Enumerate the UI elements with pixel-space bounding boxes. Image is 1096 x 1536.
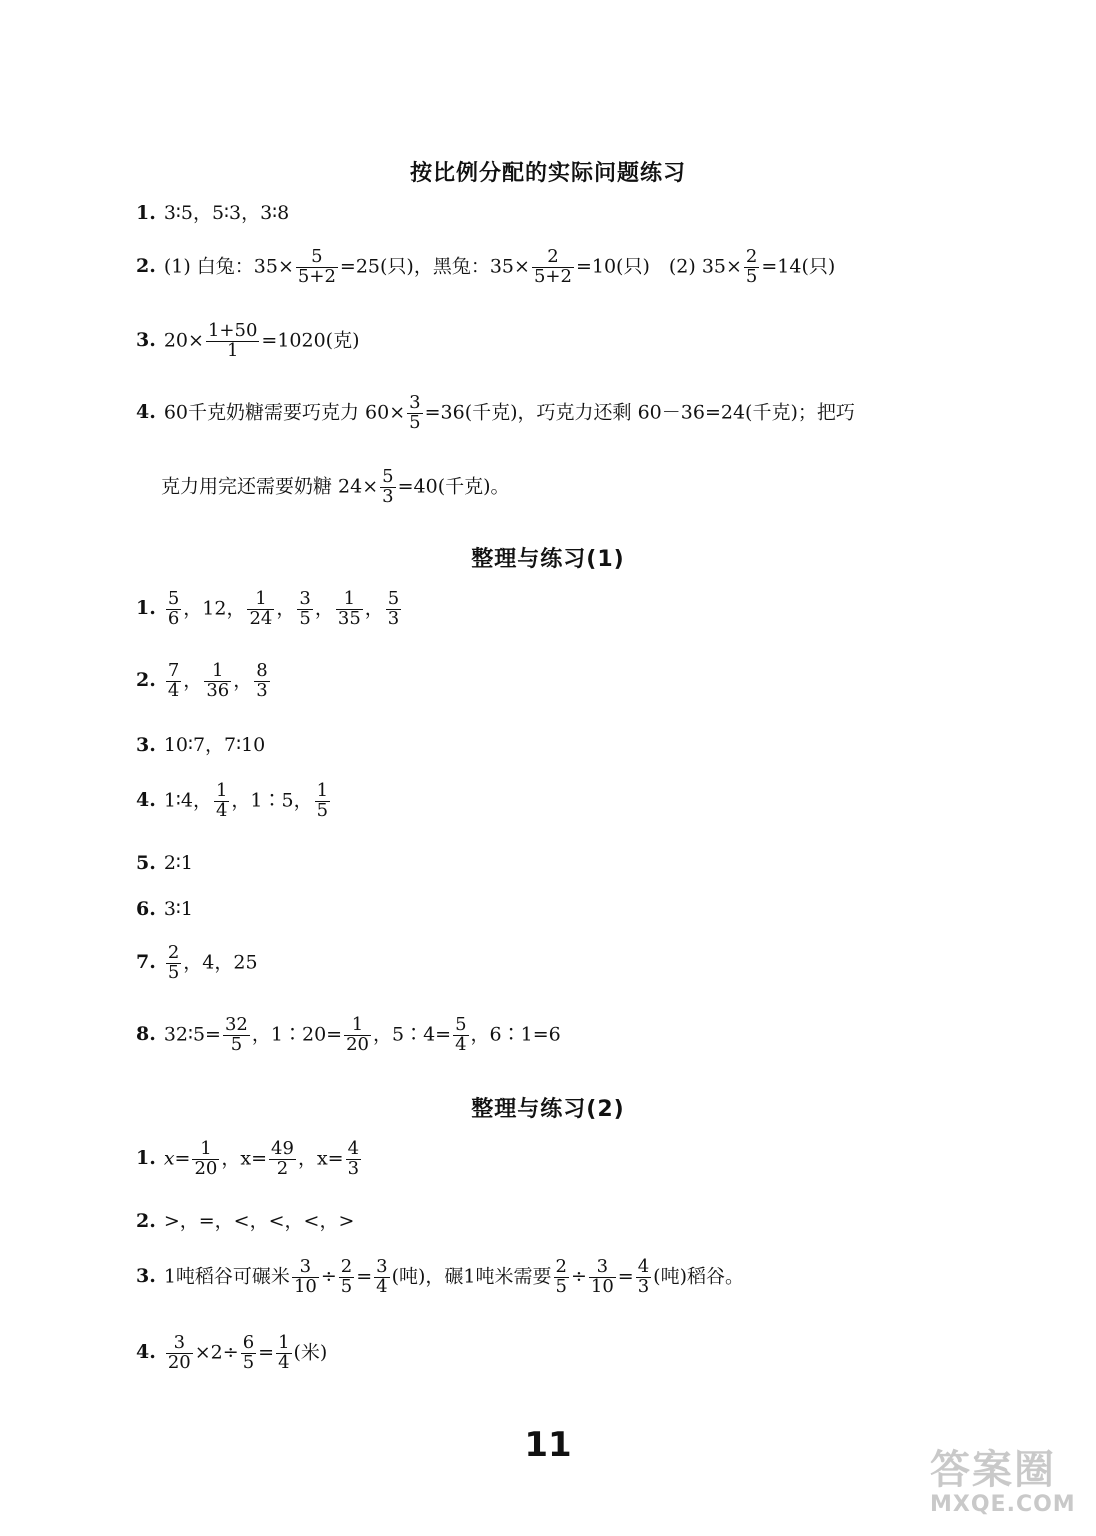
denominator: 4 xyxy=(215,799,228,821)
answer-text: ， xyxy=(314,597,334,620)
denominator: 4 xyxy=(167,679,180,701)
fraction xyxy=(374,1258,389,1297)
fraction xyxy=(241,1334,256,1373)
answer-line xyxy=(136,394,855,433)
numerator: 1 xyxy=(192,1140,219,1160)
fraction xyxy=(589,1258,616,1297)
answer-text: = xyxy=(356,1265,373,1288)
fraction xyxy=(453,1016,468,1055)
answer-line xyxy=(136,854,193,873)
fraction xyxy=(386,590,401,629)
answer-text: ，6∶1=6 xyxy=(470,1023,561,1046)
fraction xyxy=(297,590,312,629)
fraction xyxy=(192,1140,219,1179)
denominator: 20 xyxy=(194,1157,218,1179)
numerator: 2 xyxy=(745,246,758,267)
denominator: 4 xyxy=(278,1351,290,1373)
fraction xyxy=(254,662,269,701)
numerator: 5 xyxy=(387,588,400,609)
denominator: 35 xyxy=(337,607,361,629)
numerator: 3 xyxy=(409,392,421,413)
answer-text: ，x= xyxy=(297,1147,344,1170)
answer-text: 60千克奶糖需要巧克力 60× xyxy=(163,401,406,424)
answer-text: 1吨稻谷可碾米 xyxy=(163,1265,290,1288)
answer-line xyxy=(136,248,835,287)
fraction xyxy=(344,1016,371,1055)
answer-text: ×2÷ xyxy=(194,1341,239,1364)
answer-line xyxy=(136,1016,561,1055)
fraction xyxy=(223,1016,250,1055)
denominator: 20 xyxy=(167,1351,191,1373)
fraction xyxy=(532,248,574,287)
fraction xyxy=(206,322,259,361)
numerator: 5 xyxy=(455,1014,467,1035)
answer-text: 克力用完还需要奶糖 24× xyxy=(161,475,379,498)
answer-text: = xyxy=(617,1265,634,1288)
fraction xyxy=(336,590,363,629)
fraction xyxy=(204,662,231,701)
answer-text: >，=，<，<，<，> xyxy=(163,1210,355,1232)
denominator: 4 xyxy=(376,1275,388,1297)
numerator: 5 xyxy=(167,588,180,609)
answer-line xyxy=(136,1334,327,1373)
denominator: 5+2 xyxy=(297,265,336,287)
item-number: 1. xyxy=(136,202,156,224)
numerator: 8 xyxy=(256,660,268,681)
fraction xyxy=(292,1258,319,1297)
denominator: 6 xyxy=(167,607,180,629)
answer-text: x= xyxy=(163,1147,191,1170)
fraction xyxy=(269,1140,296,1179)
numerator: 2 xyxy=(532,248,574,268)
fraction xyxy=(744,248,759,287)
answer-line xyxy=(136,204,289,223)
denominator: 5 xyxy=(555,1275,567,1297)
item-number: 4. xyxy=(136,1341,156,1364)
answer-text: ， xyxy=(233,669,253,692)
numerator: 4 xyxy=(637,1256,650,1277)
denominator: 3 xyxy=(382,485,394,507)
answer-line xyxy=(136,944,258,983)
watermark-text: 答案圈 xyxy=(930,1447,1056,1493)
denominator: 3 xyxy=(256,679,268,701)
answer-line xyxy=(136,1140,363,1179)
answer-text: ， xyxy=(276,597,296,620)
answer-text: = xyxy=(258,1341,275,1364)
numerator: 32 xyxy=(224,1014,248,1035)
answer-line-continuation xyxy=(161,468,510,507)
denominator: 10 xyxy=(590,1275,614,1297)
item-number: 1. xyxy=(136,1147,156,1170)
denominator: 20 xyxy=(346,1033,369,1055)
numerator: 4 xyxy=(347,1138,360,1159)
answer-text: ，4，25 xyxy=(183,951,258,974)
answer-text: ，1∶20= xyxy=(251,1023,343,1046)
numerator: 6 xyxy=(242,1332,255,1353)
numerator: 3 xyxy=(166,1334,193,1354)
numerator: 2 xyxy=(340,1256,353,1277)
answer-text: ÷ xyxy=(320,1265,337,1288)
watermark-logo xyxy=(930,1448,1090,1530)
numerator: 7 xyxy=(167,660,180,681)
numerator: 5 xyxy=(296,248,338,268)
item-number: 7. xyxy=(136,951,156,974)
answer-line xyxy=(136,322,360,361)
fraction xyxy=(380,468,395,507)
denominator: 5 xyxy=(409,411,421,433)
denominator: 24 xyxy=(249,607,273,629)
fraction xyxy=(296,248,338,287)
answer-text: =1020(克) xyxy=(261,329,360,352)
answer-text: (吨)稻谷。 xyxy=(653,1265,744,1288)
numerator: 3 xyxy=(589,1258,616,1278)
numerator: 1+50 xyxy=(207,320,258,341)
fraction xyxy=(166,662,181,701)
denominator: 5 xyxy=(242,1351,255,1373)
item-number: 3. xyxy=(136,734,156,756)
numerator: 1 xyxy=(204,662,231,682)
fraction xyxy=(346,1140,361,1179)
answer-line xyxy=(136,900,193,919)
item-number: 4. xyxy=(136,401,156,424)
numerator: 1 xyxy=(247,590,274,610)
denominator: 3 xyxy=(347,1157,360,1179)
answer-text: (吨)，碾1吨米需要 xyxy=(391,1265,552,1288)
answer-line xyxy=(136,736,265,755)
answer-line xyxy=(136,782,332,821)
answer-text: ，5∶4= xyxy=(372,1023,452,1046)
denominator: 1 xyxy=(226,339,239,361)
answer-text: ÷ xyxy=(570,1265,587,1288)
answer-text: =36(千克)，巧克力还剩 60－36=24(千克)；把巧 xyxy=(424,401,855,424)
numerator: 3 xyxy=(376,1256,388,1277)
fraction xyxy=(247,590,274,629)
answer-text: 2∶1 xyxy=(163,852,193,874)
answer-text: =40(千克)。 xyxy=(397,475,510,498)
answer-text: ， xyxy=(364,597,384,620)
answer-text: 3∶1 xyxy=(163,898,193,920)
section-title: 整理与练习(2) xyxy=(471,1097,625,1122)
numerator: 2 xyxy=(555,1256,567,1277)
denominator: 2 xyxy=(276,1157,289,1179)
numerator: 5 xyxy=(382,466,394,487)
answer-text: ，x= xyxy=(221,1147,268,1170)
item-number: 8. xyxy=(136,1023,156,1046)
fraction xyxy=(407,394,422,433)
item-number: 5. xyxy=(136,852,156,874)
answer-line xyxy=(136,1258,744,1297)
answer-line xyxy=(136,590,403,629)
item-number: 6. xyxy=(136,898,156,920)
numerator: 1 xyxy=(316,780,329,801)
numerator: 3 xyxy=(292,1258,319,1278)
answer-text: =10(只) (2) 35× xyxy=(575,255,742,278)
denominator: 5 xyxy=(299,607,311,629)
answer-text: (米) xyxy=(293,1341,328,1364)
denominator: 5 xyxy=(745,265,758,287)
item-number: 2. xyxy=(136,669,156,692)
numerator: 1 xyxy=(344,1016,371,1036)
denominator: 3 xyxy=(637,1275,650,1297)
fraction xyxy=(214,782,229,821)
numerator: 1 xyxy=(278,1332,290,1353)
section-title: 按比例分配的实际问题练习 xyxy=(409,161,686,186)
denominator: 5 xyxy=(316,799,329,821)
denominator: 3 xyxy=(387,607,400,629)
fraction xyxy=(166,590,181,629)
fraction xyxy=(166,1334,193,1373)
denominator: 10 xyxy=(293,1275,317,1297)
numerator: 1 xyxy=(215,780,228,801)
denominator: 5 xyxy=(340,1275,353,1297)
item-number: 4. xyxy=(136,789,156,812)
numerator: 2 xyxy=(167,942,180,963)
answer-text: ， xyxy=(183,669,203,692)
numerator: 49 xyxy=(271,1138,294,1159)
denominator: 5 xyxy=(230,1033,243,1055)
fraction xyxy=(636,1258,651,1297)
numerator: 3 xyxy=(299,588,311,609)
fraction xyxy=(315,782,330,821)
answer-text: 1∶4， xyxy=(163,789,212,812)
section-title: 整理与练习(1) xyxy=(471,547,625,572)
answer-text: (1) 白兔：35× xyxy=(163,255,294,278)
fraction xyxy=(166,944,181,983)
answer-text: ，12， xyxy=(183,597,246,620)
answer-text: 32∶5= xyxy=(163,1023,221,1046)
answer-text: 20× xyxy=(163,329,204,352)
item-number: 2. xyxy=(136,1210,156,1232)
answer-text: 10∶7，7∶10 xyxy=(163,734,266,756)
page-number: 11 xyxy=(524,1425,572,1465)
denominator: 5 xyxy=(167,961,180,983)
item-number: 1. xyxy=(136,597,156,620)
answer-text: =25(只)，黑兔：35× xyxy=(339,255,530,278)
answer-text: =14(只) xyxy=(761,255,836,278)
denominator: 36 xyxy=(206,679,230,701)
numerator: 1 xyxy=(336,590,363,610)
item-number: 3. xyxy=(136,329,156,352)
denominator: 4 xyxy=(455,1033,467,1055)
fraction xyxy=(554,1258,569,1297)
item-number: 3. xyxy=(136,1265,156,1288)
denominator: 5+2 xyxy=(533,265,572,287)
watermark-url: MXQE.COM xyxy=(930,1492,1076,1517)
answer-text: 3∶5，5∶3，3∶8 xyxy=(163,202,290,224)
answer-line xyxy=(136,662,272,701)
fraction xyxy=(339,1258,354,1297)
answer-text: ，1∶5， xyxy=(231,789,313,812)
fraction xyxy=(276,1334,291,1373)
item-number: 2. xyxy=(136,255,156,278)
answer-line xyxy=(136,1212,354,1231)
